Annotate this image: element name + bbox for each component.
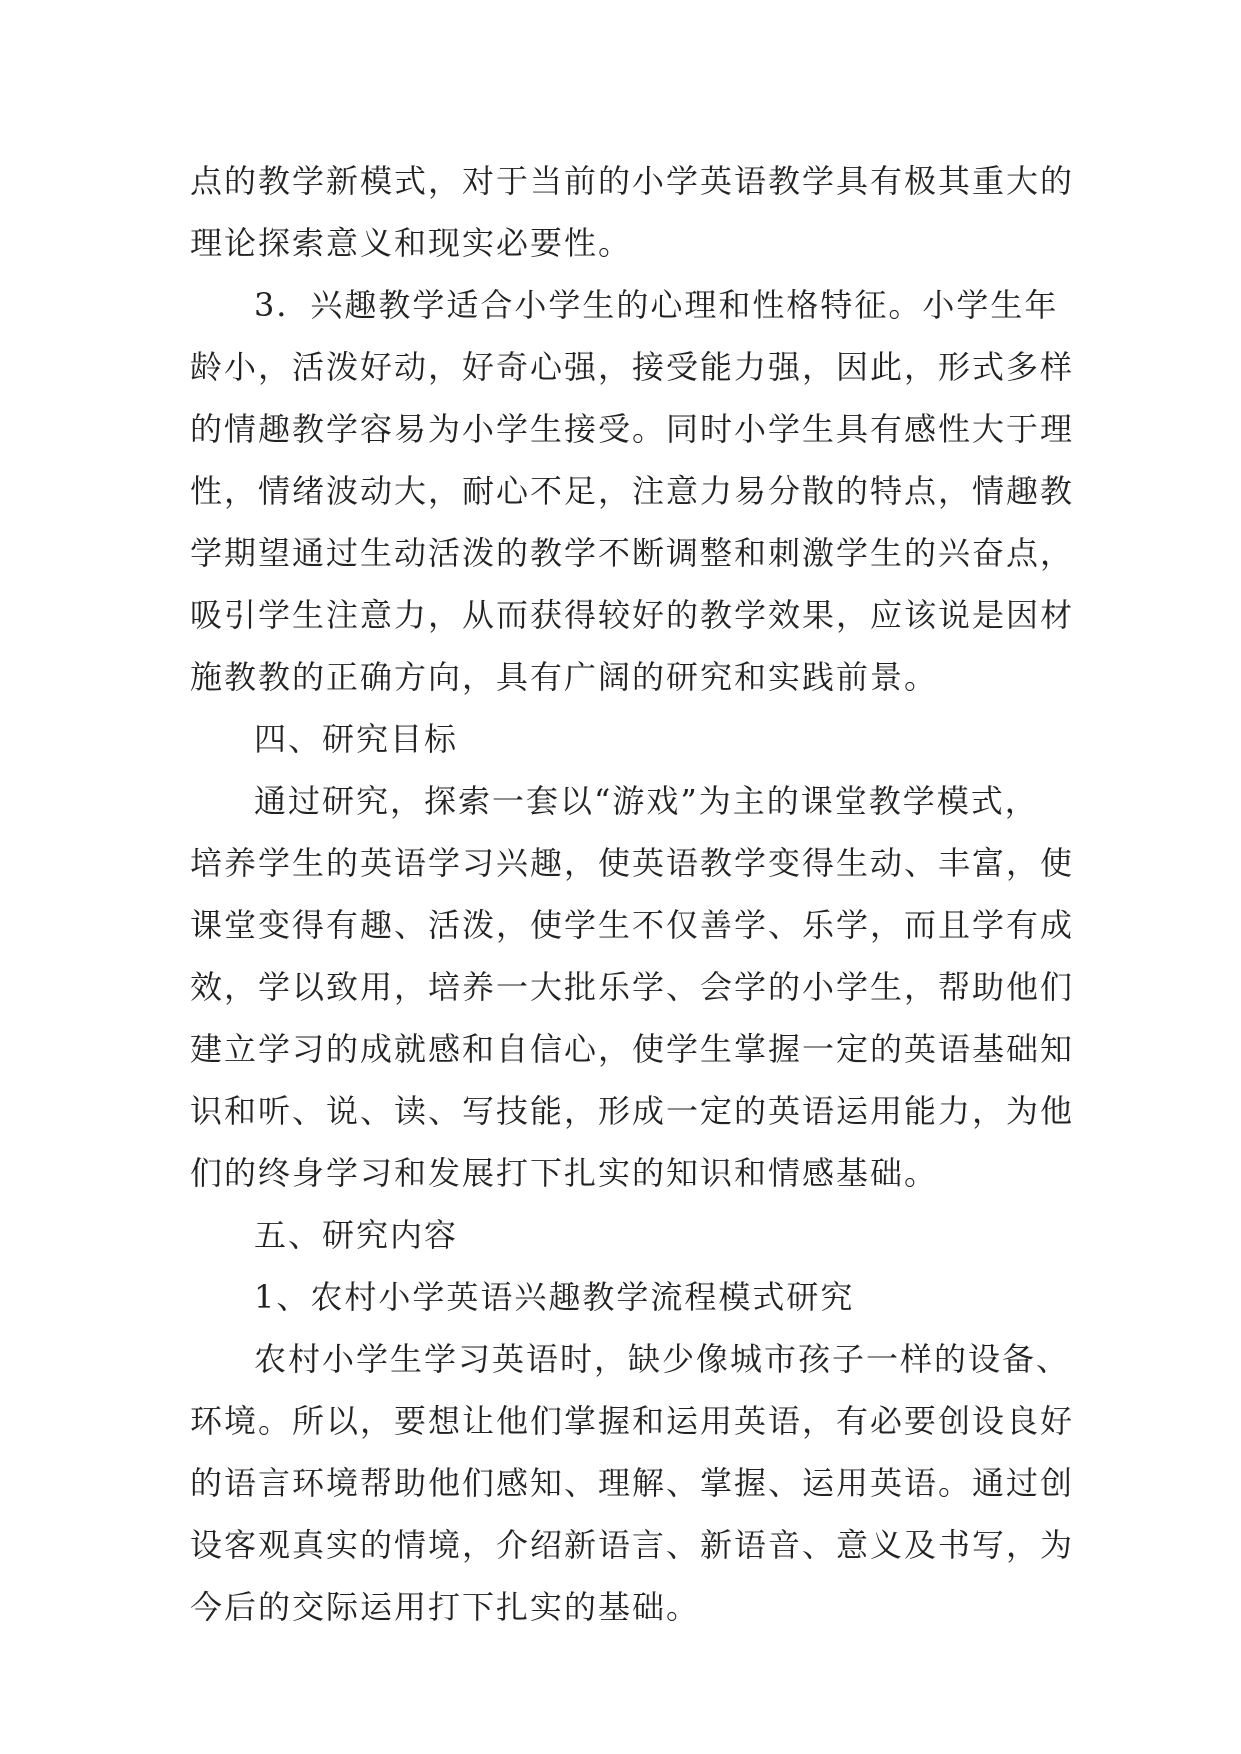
text-line: 今后的交际运用打下扎实的基础。 bbox=[190, 1588, 701, 1626]
text-line: 效，学以致用，培养一大批乐学、会学的小学生，帮助他们 bbox=[190, 968, 1075, 1006]
text-line: 设客观真实的情境，介绍新语言、新语音、意义及书写，为 bbox=[190, 1526, 1075, 1564]
text-line: 培养学生的英语学习兴趣，使英语教学变得生动、丰富，使 bbox=[190, 844, 1075, 882]
text-line: 的情趣教学容易为小学生接受。同时小学生具有感性大于理 bbox=[190, 410, 1075, 448]
text-line: 课堂变得有趣、活泼，使学生不仅善学、乐学，而且学有成 bbox=[190, 906, 1075, 944]
text-line: 理论探索意义和现实必要性。 bbox=[190, 224, 633, 262]
text-line: 1、农村小学英语兴趣教学流程模式研究 bbox=[254, 1278, 855, 1316]
text-line: 五、研究内容 bbox=[254, 1216, 459, 1254]
text-line: 识和听、说、读、写技能，形成一定的英语运用能力，为他 bbox=[190, 1092, 1075, 1130]
text-line: 农村小学生学习英语时，缺少像城市孩子一样的设备、 bbox=[254, 1340, 1071, 1378]
text-line: 的语言环境帮助他们感知、理解、掌握、运用英语。通过创 bbox=[190, 1464, 1075, 1502]
text-line: 性，情绪波动大，耐心不足，注意力易分散的特点，情趣教 bbox=[190, 472, 1075, 510]
text-line: 们的终身学习和发展打下扎实的知识和情感基础。 bbox=[190, 1154, 939, 1192]
text-line: 学期望通过生动活泼的教学不断调整和刺激学生的兴奋点， bbox=[190, 534, 1075, 572]
body-text bbox=[190, 150, 1075, 1638]
text-line: 施教教的正确方向，具有广阔的研究和实践前景。 bbox=[190, 658, 939, 696]
text-line: 环境。所以，要想让他们掌握和运用英语，有必要创设良好 bbox=[190, 1402, 1075, 1440]
text-line: 龄小，活泼好动，好奇心强，接受能力强，因此，形式多样 bbox=[190, 348, 1075, 386]
text-line: 3．兴趣教学适合小学生的心理和性格特征。小学生年 bbox=[254, 286, 1059, 324]
text-line: 点的教学新模式，对于当前的小学英语教学具有极其重大的 bbox=[190, 162, 1075, 200]
text-line: 通过研究，探索一套以“游戏”为主的课堂教学模式， bbox=[254, 782, 1039, 820]
text-line: 四、研究目标 bbox=[254, 720, 459, 758]
text-line: 吸引学生注意力，从而获得较好的教学效果，应该说是因材 bbox=[190, 596, 1075, 634]
text-line: 建立学习的成就感和自信心，使学生掌握一定的英语基础知 bbox=[190, 1030, 1075, 1068]
